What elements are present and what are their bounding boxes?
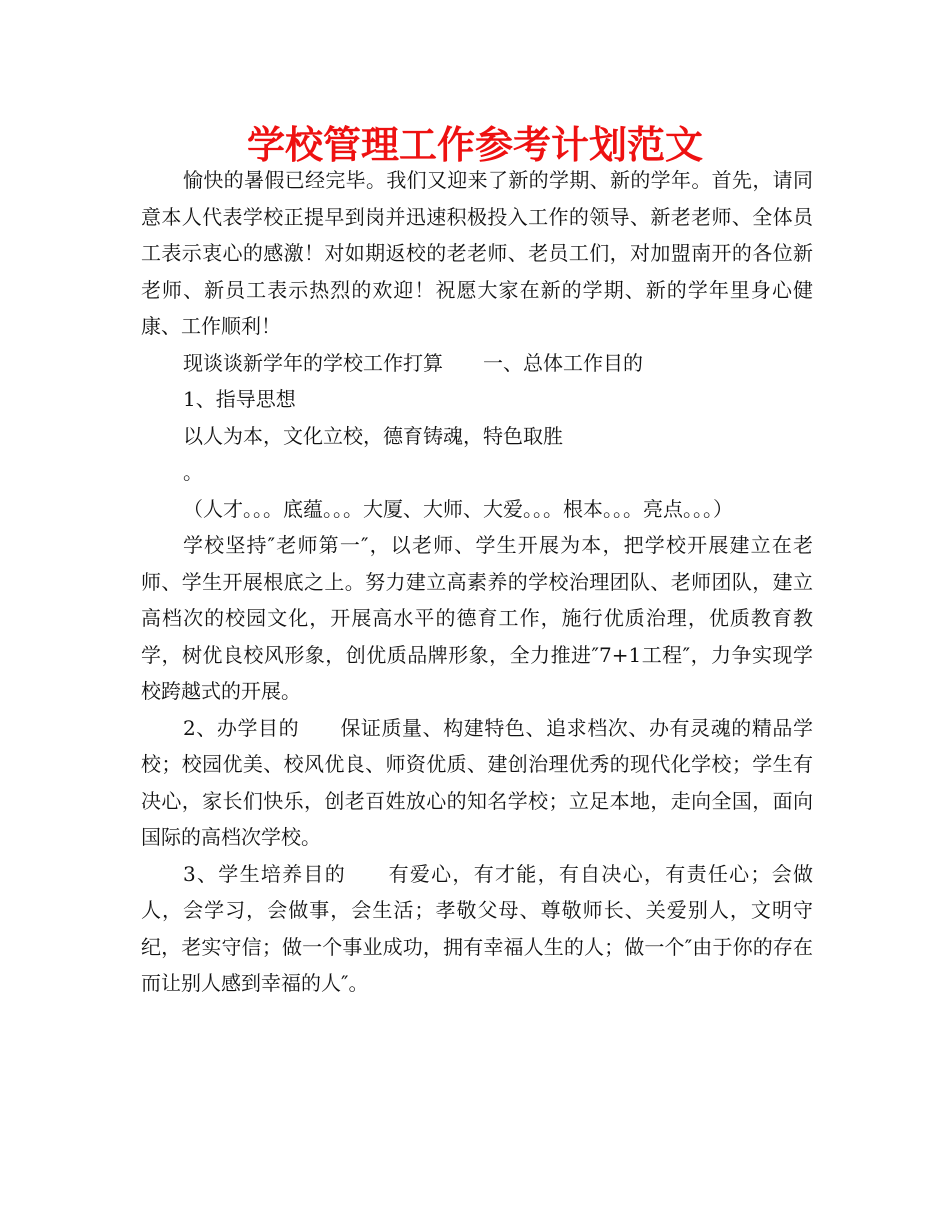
paragraph-intro: 愉快的暑假已经完毕。我们又迎来了新的学期、新的学年。首先，请同意本人代表学校正提早到岗并迅速积极投入工作的领导、新老老师、全体员工表示衷心的感激！对如期返校的老老师、老员工们，对加盟南开的各位新老师、新员工表示热烈的欢迎！祝愿大家在新的学期、新的学年里身心健康、工作顺利！ [141,168,813,338]
paragraph-plan-heading: 现谈谈新学年的学校工作打算 一、总体工作目的 [183,350,643,375]
paragraph-keywords: （人才。。。底蕴。。。大厦、大师、大爱。。。根本。。。亮点。。。） [183,496,733,521]
document-body [141,162,813,1002]
paragraph-school-goal: 2、办学目的 保证质量、构建特色、追求档次、办有灵魂的精品学校；校园优美、校风优良、师资优质、建创治理优秀的现代化学校；学生有决心，家长们快乐，创老百姓放心的知名学校；立足本地，走向全国，面向国际的高档次学校。 [141,715,813,849]
paragraph-period: 。 [183,460,203,484]
paragraph-student-goal: 3、学生培养目的 有爱心，有才能，有自决心，有责任心；会做人，会学习，会做事，会生活；孝敬父母、尊敬师长、关爱别人，文明守纪，老实守信；做一个事业成功，拥有幸福人生的人；做一个″由于你的存在而让别人感到幸福的人″。 [141,861,813,995]
paragraph-school-principle: 学校坚持″老师第一″，以老师、学生开展为本，把学校开展建立在老师、学生开展根底之上。努力建立高素养的学校治理团队、老师团队，建立高档次的校园文化，开展高水平的德育工作，施行优质治理，优质教育教学，树优良校风形象，创优质品牌形象，全力推进″7+1工程″，力争实现学校跨越式的开展。 [141,533,813,703]
paragraph-motto: 以人为本，文化立校，德育铸魂，特色取胜 [183,423,563,448]
document-title: 学校管理工作参考计划范文 [246,122,703,167]
section-heading-guiding-ideology: 1、指导思想 [183,387,296,411]
